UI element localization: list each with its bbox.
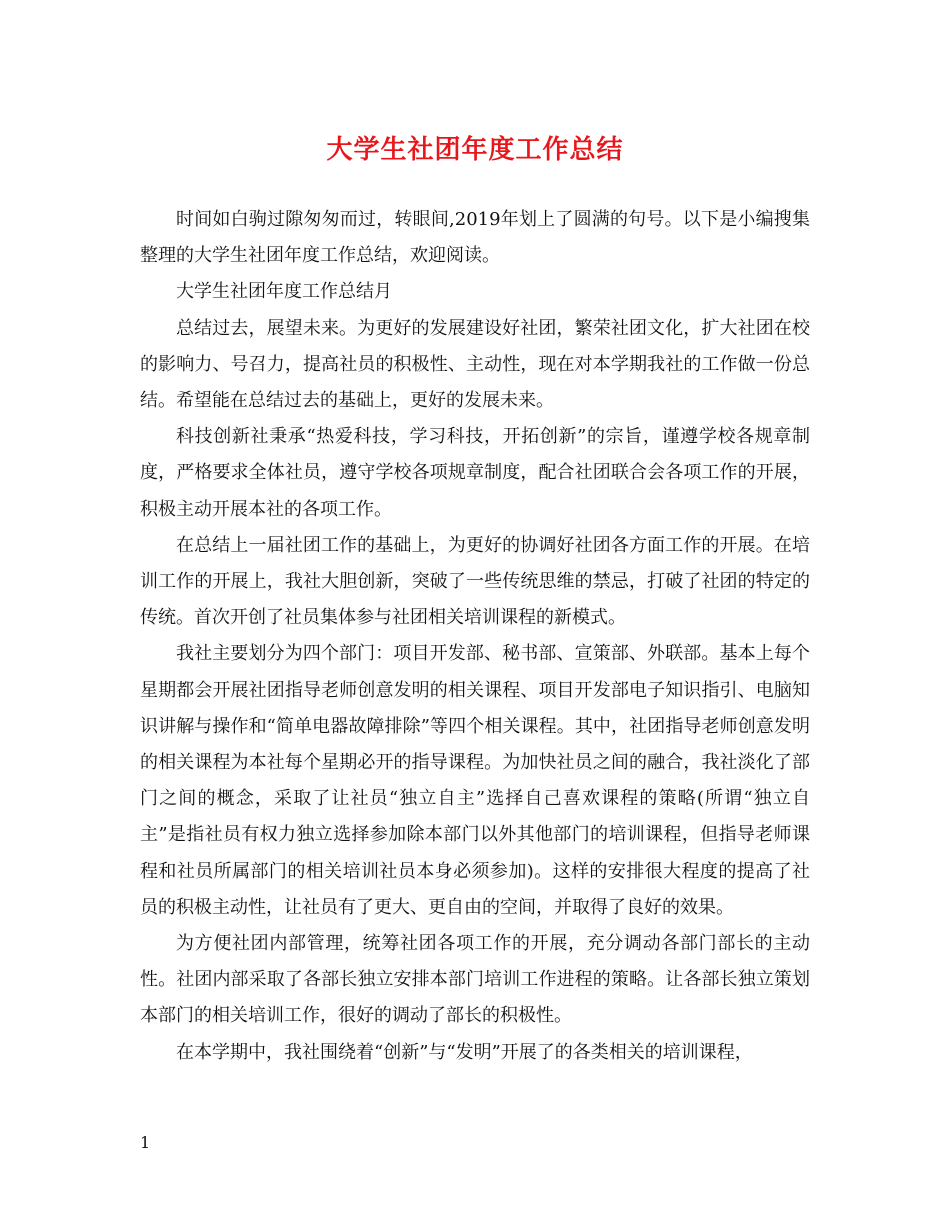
paragraph: 在本学期中，我社围绕着“创新”与“发明”开展了的各类相关的培训课程，: [176, 1041, 753, 1063]
page-number: 1: [140, 1133, 151, 1152]
document-title: 大学生社团年度工作总结: [326, 135, 624, 165]
paragraph-intro: 时间如白驹过隙匆匆而过，转眼间,2019年划上了圆满的句号。以下是小编搜集整理的大学生社团年度工作总结，欢迎阅读。: [140, 209, 810, 267]
paragraph: 总结过去，展望未来。为更好的发展建设好社团，繁荣社团文化，扩大社团在校的影响力、号召力，提高社员的积极性、主动性，现在对本学期我社的工作做一份总结。希望能在总结过去的基础上，更好的发展未来。: [140, 317, 810, 412]
paragraph: 我社主要划分为四个部门：项目开发部、秘书部、宣策部、外联部。基本上每个星期都会开展社团指导老师创意发明的相关课程、项目开发部电子知识指引、电脑知识讲解与操作和“简单电器故障排除”等四个相关课程。其中，社团指导老师创意发明的相关课程为本社每个星期必开的指导课程。为加快社员之间的融合，我社淡化了部门之间的概念，采取了让社员“独立自主”选择自己喜欢课程的策略(所谓“独立自主”是指社员有权力独立选择参加除本部门以外其他部门的培训课程，但指导老师课程和社员所属部门的相关培训社员本身必须参加)。这样的安排很大程度的提高了社员的积极主动性，让社员有了更大、更自由的空间，并取得了良好的效果。: [140, 643, 810, 918]
document-body: [140, 202, 810, 1071]
paragraph: 科技创新社秉承“热爱科技，学习科技，开拓创新”的宗旨，谨遵学校各规章制度，严格要求全体社员，遵守学校各项规章制度，配合社团联合会各项工作的开展，积极主动开展本社的各项工作。: [140, 426, 810, 520]
paragraph: 为方便社团内部管理，统筹社团各项工作的开展，充分调动各部门部长的主动性。社团内部采取了各部长独立安排本部门培训工作进程的策略。让各部长独立策划本部门的相关培训工作，很好的调动了部长的积极性。: [140, 933, 810, 1027]
paragraph-subtitle: 大学生社团年度工作总结月: [176, 281, 392, 303]
paragraph: 在总结上一届社团工作的基础上，为更好的协调好社团各方面工作的开展。在培训工作的开展上，我社大胆创新，突破了一些传统思维的禁忌，打破了社团的特定的传统。首次开创了社员集体参与社团相关培训课程的新模式。: [140, 534, 810, 629]
